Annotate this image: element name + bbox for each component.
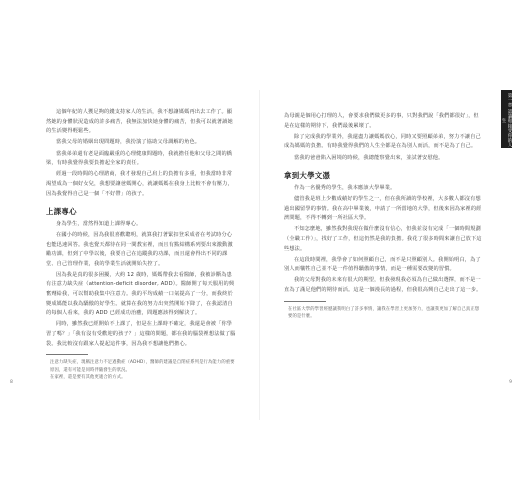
footnote-divider — [284, 301, 326, 302]
footnote: 注意力缺失症，現稱注意力不足過動症（ADHD），醫師的建議是自閉症系列是行為能力的重要原因，還有可能是同時伴隨發生的狀況。 — [50, 360, 235, 373]
left-paragraph: 當我父母的婚姻出現問題時，我扮演了協助父母調解的角色。 — [56, 139, 201, 146]
left-paragraph: 這個年紀的人獲足夠的錢支持家人的生活，我不想讓媽媽再出去工作了。顯然她的身體狀況造成的許多痛苦，我無法加快她身體的痛苦，但我可以就著讀她的生活變得輕鬆些。 — [46, 109, 233, 135]
left-paragraph: 在國小的時候，因為我很喜歡聰明，就算我打著緊扣登采成者在考試時分心也能迅速回答。我也覺天都待在同一間教室裡，而且有點結構系列要出來激動激勵功課，但到了中學以後，我要自己在追蹤我的功課，而且還會得出不同的課堂、自己管理作業，我的學業生活就開始失控了。 — [46, 231, 233, 267]
right-paragraph: 作為一名優秀的學生，我本應該大學畢業。 — [294, 184, 396, 191]
left-paragraph: 同時，雖然我已經開始不上課了，但是在上課時不確定，我還是會被「你學習了嗎？」「我有沒有受歡迎的孩子？」這樣的問題，都在我的腦袋裡想法做了腦袋。我比較沒有跟家人提起這件事，因為我不想讓他們擔心。 — [46, 321, 236, 347]
section-heading-diploma: 拿到大學文憑 — [284, 171, 331, 181]
right-paragraph: 在這段時間裡，我學會了如何照顧自己，而不是只照顧別人。我開始明白，為了別人而犧牲自己並不是一件值得驕傲的事情，而是一種需要改變的習慣。 — [284, 256, 481, 273]
footnote: 在社區大學的學習經歷讓我明白了許多事情，讓我在學習上更加努力，也讓我更加了解自己真正想要的是什麼。 — [288, 306, 480, 320]
left-paragraph: 因為我是真的很多困擾，大約 12 歲時，媽媽帶我去看醫師，我被診斷為患有注意力缺失症（attention-deficit disorder, ADD）。醫師開了每天服用的興奮劑給我，可以幫助我集中注意力。我的平均成績一口氣提高了一分，而我終於變成媽能以我為驕傲的好學生。就算在我的努力出突然開始下降了，在我認清自的每個人看來，我的 ADD 已經成功治癒，問題應該得到解決了。 — [46, 271, 235, 317]
section-heading-focus: 上課專心 — [46, 207, 77, 217]
right-paragraph: 我的父母對我的未來有很大的期望，但我發現我必須為自己做出選擇，而不是一直為了滿足他們的期待而活。這是一個漫長的過程，但我很高興自己走出了這一步。 — [284, 277, 482, 294]
right-paragraph: 除了完成我的學業外，我還盡力讓媽媽放心，同時又要照顧弟弟，努力不讓自己成為媽媽的負擔。有時我覺得我們的人生全都是在為別人而活，而不是為了自己。 — [284, 133, 481, 150]
footnote-divider — [46, 354, 88, 355]
right-paragraph: 儘管我是班上少數成績好的學生之一，但在我所讀的學校裡，大多數人都沒有想過出國留學的事情。我在高中畢業後，申請了一所當地的大學，但後來因為家裡的經濟問題，不得不轉到一所社區大學。 — [284, 195, 482, 222]
right-paragraph: 不知怎麼地，雖然我對我現在做什麼沒有信心，但我並沒有完成「一個時間規劃（全職工作）」，找好了工作，但這仍然是我的負擔。我花了很多時間來讓自己放下這些想法。 — [284, 226, 482, 252]
right-text-block — [284, 112, 482, 321]
left-paragraph: 身為學生，當然得知道上課得專心。 — [56, 220, 142, 227]
page-number: 8 — [10, 380, 13, 385]
footnote: 在家裡，還是要有其他更適合的方式。 — [50, 375, 126, 381]
page-number: 9 — [509, 380, 512, 385]
left-text-block — [46, 108, 236, 382]
left-paragraph: 當我弟弟還有老是面臨嚴重的心理健康問題時，我就擔任他和父母之間的橋梁，有時我覺得我要負擔起全家的責任。 — [46, 150, 233, 167]
right-paragraph: 為母親是個用心打理的人，會要求我們做更多的事，只對我們說「我們都很好」，但是在這樣的期待下，我們最後累壞了。 — [284, 113, 479, 129]
chapter-tab: 第一章 認識和接受你的人生 — [501, 90, 512, 148]
gutter-divider — [259, 90, 260, 420]
right-page — [262, 0, 520, 500]
right-paragraph: 當我的爸爸陷入困境的時候，我總能察覺出來，並試著安慰他。 — [294, 154, 444, 161]
left-paragraph: 經過一段時間的心理諮商，我才發現自己肩上的負擔有多重，但我當時非常渴望成為一個好女兒，我想要讓爸媽開心，就讓媽媽在我身上比較不會有壓力，因為我覺得自己是一個「不好帶」的孩子。 — [46, 171, 233, 197]
left-page — [0, 0, 258, 500]
